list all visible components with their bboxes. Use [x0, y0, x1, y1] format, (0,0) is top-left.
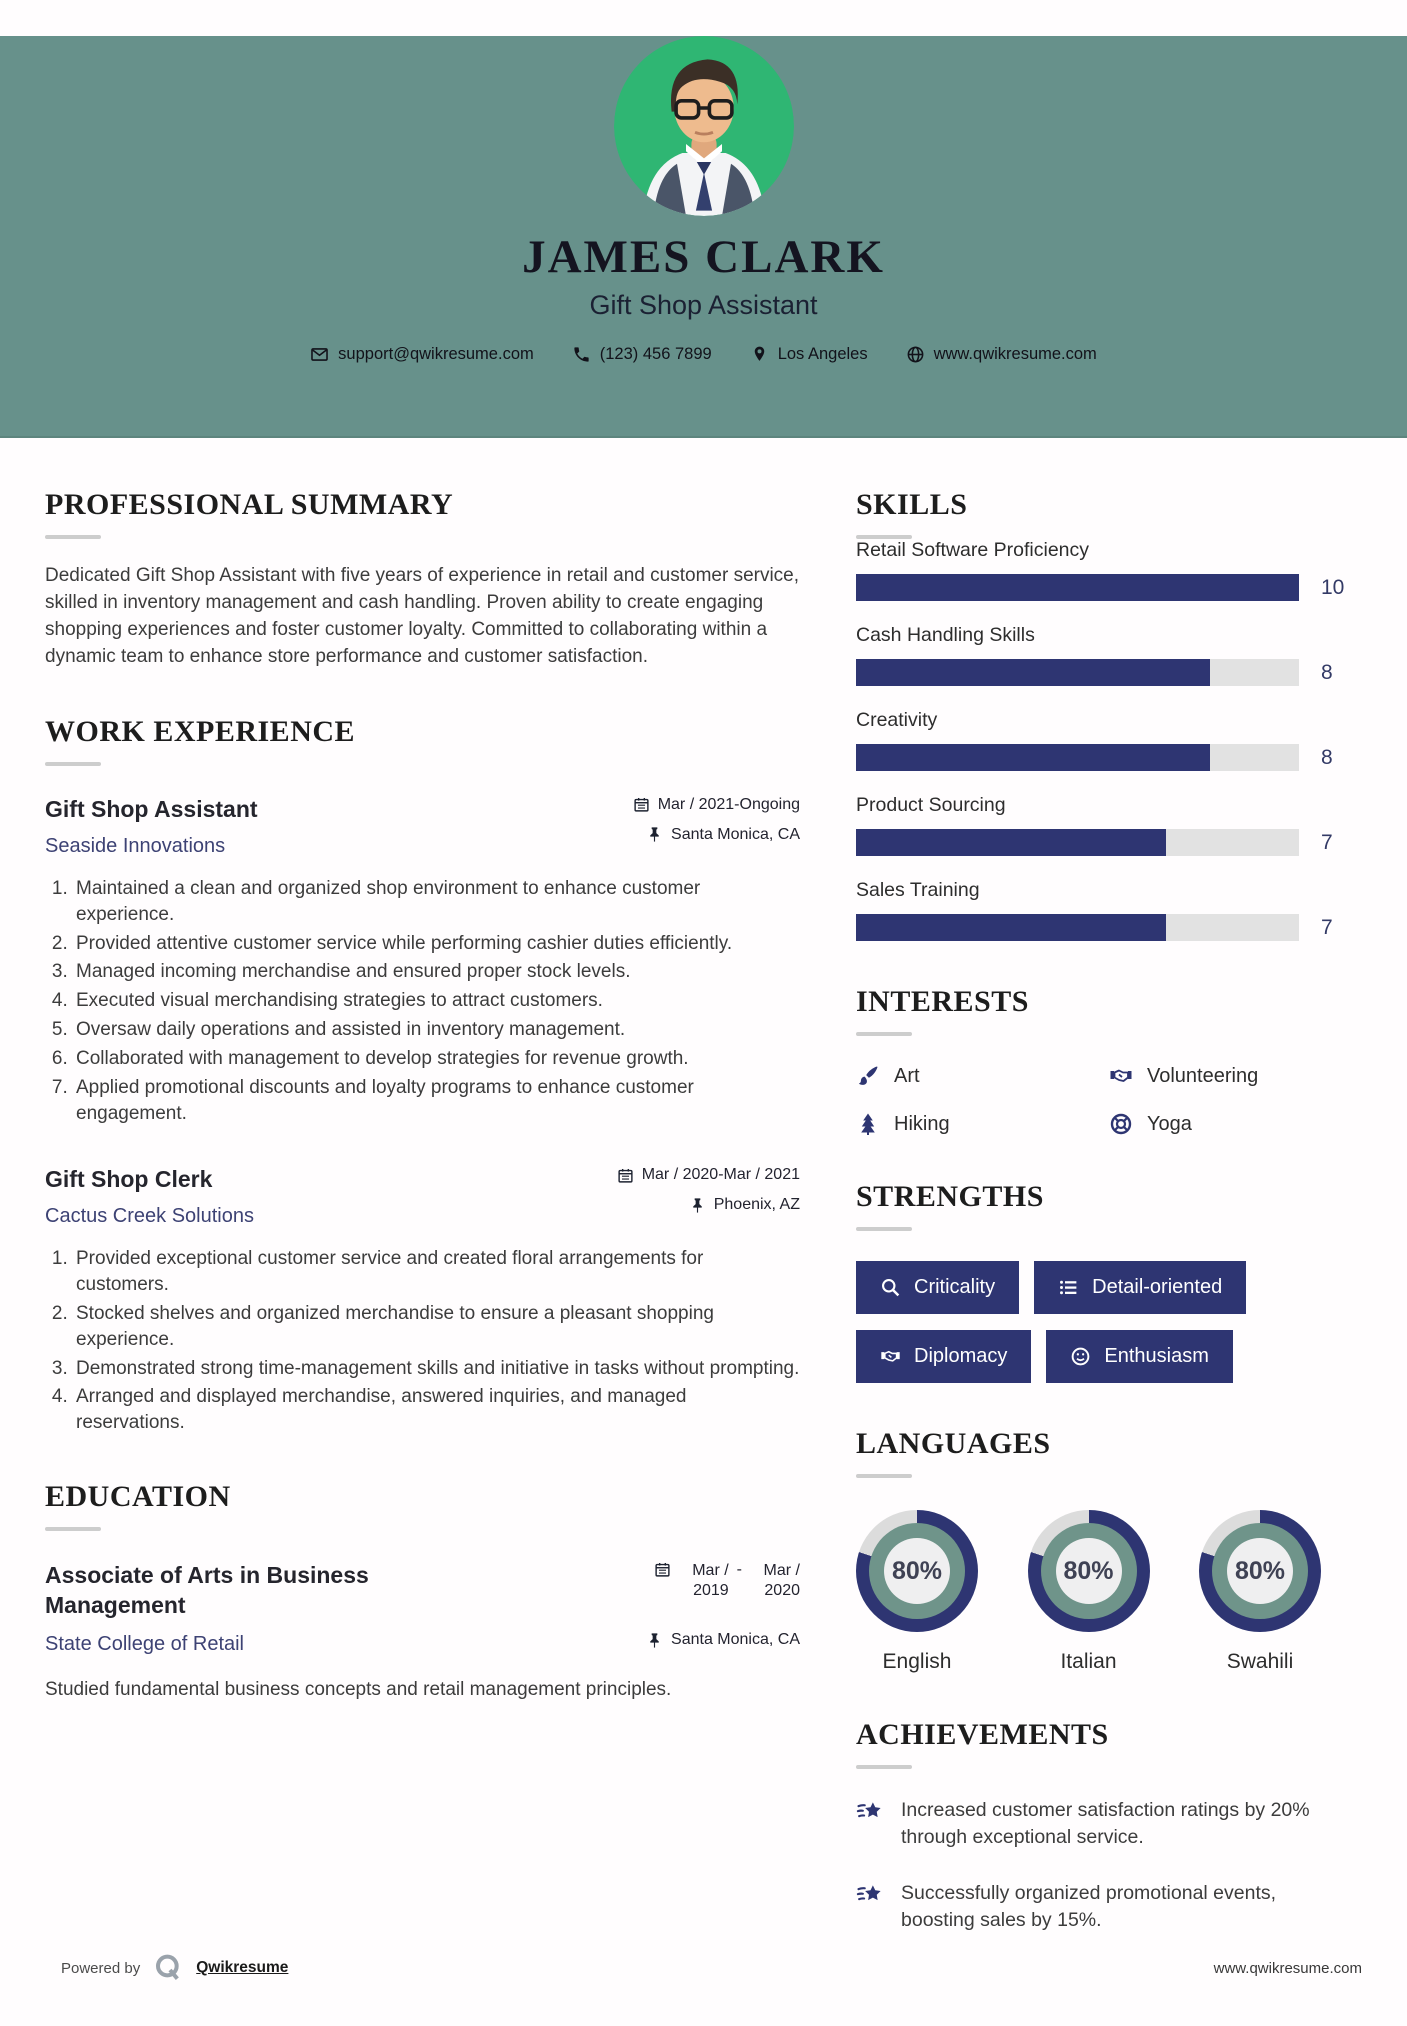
skill-item	[856, 709, 1362, 771]
job-bullet: 2. Stocked shelves and organized merchandise to ensure a pleasant shopping experience.	[73, 1301, 800, 1353]
degree-title: Associate of Arts in Business Management	[45, 1562, 369, 1619]
experience-heading: WORK EXPERIENCE	[45, 714, 356, 748]
job-location: Phoenix, AZ	[713, 1196, 800, 1214]
education-location-row	[646, 1631, 800, 1649]
interest-item	[856, 1112, 1109, 1136]
powered-by-text: Powered by	[61, 1959, 141, 1977]
language-item	[1199, 1510, 1321, 1674]
job-title-block	[45, 1166, 254, 1228]
location-icon	[750, 345, 769, 364]
job-header	[45, 796, 800, 858]
heading-divider	[45, 1527, 101, 1531]
tree-icon	[856, 1112, 880, 1136]
avatar-illustration	[614, 36, 794, 216]
skill-score: 8	[1321, 660, 1333, 684]
phone-icon	[572, 345, 591, 364]
skill-bar-row	[856, 744, 1362, 771]
interest-item	[1109, 1112, 1362, 1136]
lifebuoy-icon	[1109, 1112, 1133, 1136]
heading-divider	[856, 1474, 912, 1478]
interest-label: Art	[894, 1064, 920, 1087]
job-date: Mar / 2020-Mar / 2021	[641, 1166, 800, 1184]
footer	[61, 1952, 1362, 1984]
education-date-row	[646, 1561, 800, 1601]
contact-location-text: Los Angeles	[777, 345, 868, 363]
footer-site-text: www.qwikresume.com	[1213, 1959, 1362, 1977]
job-entry	[45, 1166, 800, 1436]
skill-name: Retail Software Proficiency	[856, 539, 1090, 561]
skill-score: 7	[1321, 915, 1333, 939]
list-icon	[1058, 1277, 1079, 1298]
job-company: Cactus Creek Solutions	[45, 1205, 254, 1228]
skill-score: 7	[1321, 830, 1333, 854]
interest-item	[1109, 1064, 1362, 1088]
strength-label: Criticality	[914, 1276, 996, 1298]
heading-divider	[45, 762, 101, 766]
job-bullet: 4. Executed visual merchandising strategies to attract customers.	[73, 988, 800, 1014]
achievements-section	[856, 1718, 1362, 1934]
contact-email	[310, 345, 534, 364]
skill-bar-row	[856, 829, 1362, 856]
left-column	[45, 488, 800, 1978]
skill-item	[856, 624, 1362, 686]
interests-heading: INTERESTS	[856, 985, 1029, 1018]
language-percent: 80%	[1056, 1538, 1122, 1604]
achievement-text: Successfully organized promotional events, boosting sales by 15%.	[901, 1881, 1277, 1931]
job-title: Gift Shop Clerk	[45, 1166, 213, 1193]
skill-score: 8	[1321, 745, 1333, 769]
resume-page	[0, 36, 1407, 2026]
education-section	[45, 1480, 800, 1704]
job-bullet: 1. Maintained a clean and organized shop environment to enhance customer experience.	[73, 876, 800, 928]
skill-name: Sales Training	[856, 879, 980, 901]
candidate-title: Gift Shop Assistant	[589, 290, 818, 320]
education-heading: EDUCATION	[45, 1480, 231, 1514]
job-meta	[617, 1166, 800, 1228]
language-item	[856, 1510, 978, 1674]
interests-grid	[856, 1064, 1362, 1136]
job-bullet: 3. Managed incoming merchandise and ensured proper stock levels.	[73, 959, 800, 985]
skill-item	[856, 794, 1362, 856]
powered-by	[61, 1952, 288, 1984]
job-location-row	[617, 1196, 800, 1214]
job-bullet: 6. Collaborated with management to develop strategies for revenue growth.	[73, 1046, 800, 1072]
strength-label: Detail-oriented	[1092, 1276, 1223, 1298]
handshake-icon	[1109, 1064, 1133, 1088]
job-entry	[45, 796, 800, 1126]
contact-row	[0, 345, 1407, 364]
strength-badge	[856, 1330, 1031, 1383]
achievements-heading: ACHIEVEMENTS	[856, 1718, 1109, 1751]
skill-score: 10	[1321, 575, 1345, 599]
job-bullet-list	[45, 1246, 800, 1436]
job-location: Santa Monica, CA	[671, 825, 800, 843]
job-date-row	[633, 796, 800, 814]
language-donut	[1028, 1510, 1150, 1632]
contact-email-text: support@qwikresume.com	[338, 345, 534, 363]
heading-divider	[856, 1227, 912, 1231]
language-percent: 80%	[1227, 1538, 1293, 1604]
job-bullet: 7. Applied promotional discounts and loyalty programs to enhance customer engagement.	[73, 1075, 800, 1127]
paintbrush-icon	[856, 1064, 880, 1088]
skill-bar-fill	[856, 744, 1210, 771]
strengths-heading: STRENGTHS	[856, 1180, 1044, 1213]
skill-bar-fill	[856, 829, 1166, 856]
education-entry	[45, 1561, 800, 1704]
job-bullet-list	[45, 876, 800, 1126]
skill-item	[856, 539, 1362, 601]
experience-section	[45, 715, 800, 1436]
languages-section	[856, 1427, 1362, 1674]
skills-section	[856, 488, 1362, 941]
contact-website	[906, 345, 1097, 364]
skill-bar-row	[856, 574, 1362, 601]
job-bullet: 1. Provided exceptional customer service and created floral arrangements for customers.	[73, 1246, 800, 1298]
job-title: Gift Shop Assistant	[45, 795, 258, 822]
strength-badge	[1046, 1330, 1233, 1383]
calendar-icon	[617, 1167, 634, 1184]
heading-divider	[856, 1765, 912, 1769]
languages-heading: LANGUAGES	[856, 1427, 1051, 1460]
shooting-star-icon	[856, 1881, 886, 1911]
handshake-icon	[880, 1346, 901, 1367]
education-title-block	[45, 1561, 395, 1661]
skill-bar-track	[856, 829, 1299, 856]
email-icon	[310, 345, 329, 364]
contact-website-text: www.qwikresume.com	[933, 345, 1097, 363]
language-donut	[1199, 1510, 1321, 1632]
calendar-icon	[654, 1561, 671, 1578]
interest-label: Yoga	[1147, 1112, 1192, 1135]
interests-section	[856, 985, 1362, 1136]
globe-icon	[906, 345, 925, 364]
candidate-name: JAMES CLARK	[522, 231, 885, 283]
achievement-item	[856, 1797, 1362, 1852]
job-bullet: 2. Provided attentive customer service while performing cashier duties efficiently.	[73, 931, 800, 957]
achievement-item	[856, 1880, 1362, 1935]
avatar	[614, 36, 794, 216]
skill-bar-track	[856, 574, 1299, 601]
strength-badge	[1034, 1261, 1246, 1314]
job-title-block	[45, 796, 258, 858]
skill-name: Creativity	[856, 709, 938, 731]
right-column	[856, 488, 1362, 1978]
achievement-text: Increased customer satisfaction ratings by 20% through exceptional service.	[901, 1799, 1310, 1849]
education-header	[45, 1561, 800, 1661]
education-description: Studied fundamental business concepts and retail management principles.	[45, 1679, 672, 1701]
summary-section	[45, 488, 800, 671]
education-location: Santa Monica, CA	[671, 1631, 800, 1649]
job-date: Mar / 2021-Ongoing	[657, 795, 800, 813]
summary-text: Dedicated Gift Shop Assistant with five years of experience in retail and customer service, skilled in inventory management and cash handling. Proven ability to create engaging shopping experiences and foster customer loyalty. Committed to collaborating within a dynamic team to enhance store performance and customer satisfaction.	[45, 565, 800, 667]
interest-label: Volunteering	[1147, 1064, 1259, 1087]
language-percent: 80%	[884, 1538, 950, 1604]
skill-bar-row	[856, 914, 1362, 941]
pushpin-icon	[646, 1632, 663, 1649]
job-date-row	[617, 1166, 800, 1184]
job-bullet: 3. Demonstrated strong time-management skills and initiative in tasks without prompting.	[73, 1356, 800, 1382]
calendar-icon	[633, 796, 650, 813]
heading-divider	[45, 535, 101, 539]
language-name: Swahili	[1226, 1650, 1294, 1673]
skill-bar-track	[856, 744, 1299, 771]
skill-bar-row	[856, 659, 1362, 686]
skill-name: Cash Handling Skills	[856, 624, 1035, 646]
qwikresume-logo-icon	[152, 1952, 184, 1984]
skill-bar-fill	[856, 574, 1299, 601]
skill-bar-fill	[856, 914, 1166, 941]
language-name: English	[882, 1650, 952, 1673]
contact-location	[750, 345, 868, 364]
interest-label: Hiking	[894, 1112, 950, 1135]
job-location-row	[633, 826, 800, 844]
strength-badge	[856, 1261, 1019, 1314]
skill-name: Product Sourcing	[856, 794, 1006, 816]
contact-phone	[572, 345, 712, 364]
smiley-icon	[1070, 1346, 1091, 1367]
strengths-section	[856, 1180, 1362, 1383]
qwikresume-link[interactable]: Qwikresume	[196, 1959, 289, 1976]
job-company: Seaside Innovations	[45, 834, 226, 857]
interest-item	[856, 1064, 1109, 1088]
header-banner	[0, 36, 1407, 438]
skill-bar-track	[856, 659, 1299, 686]
job-meta	[633, 796, 800, 858]
education-date-start: Mar / 2019	[692, 1562, 729, 1600]
language-item	[1028, 1510, 1150, 1674]
heading-divider	[856, 1032, 912, 1036]
skill-bar-track	[856, 914, 1299, 941]
main-content	[0, 438, 1407, 1978]
job-bullet: 5. Oversaw daily operations and assisted in inventory management.	[73, 1017, 800, 1043]
magnifier-icon	[880, 1277, 901, 1298]
pushpin-icon	[689, 1197, 706, 1214]
job-header	[45, 1166, 800, 1228]
language-name: Italian	[1060, 1650, 1117, 1673]
skill-item	[856, 879, 1362, 941]
language-donut	[856, 1510, 978, 1632]
skill-bar-fill	[856, 659, 1210, 686]
pushpin-icon	[646, 826, 663, 843]
education-meta	[646, 1561, 800, 1661]
strength-label: Diplomacy	[914, 1345, 1008, 1367]
job-bullet: 4. Arranged and displayed merchandise, answered inquiries, and managed reservations.	[73, 1384, 800, 1436]
strength-label: Enthusiasm	[1104, 1345, 1209, 1367]
contact-phone-text: (123) 456 7899	[599, 345, 712, 363]
education-date-end: Mar / 2020	[763, 1562, 800, 1600]
skills-heading: SKILLS	[856, 488, 968, 521]
strengths-list	[856, 1261, 1336, 1383]
education-date-separator: -	[736, 1561, 742, 1579]
shooting-star-icon	[856, 1798, 886, 1828]
summary-heading: PROFESSIONAL SUMMARY	[45, 488, 454, 521]
languages-list	[856, 1510, 1321, 1674]
school-name: State College of Retail	[45, 1632, 245, 1655]
